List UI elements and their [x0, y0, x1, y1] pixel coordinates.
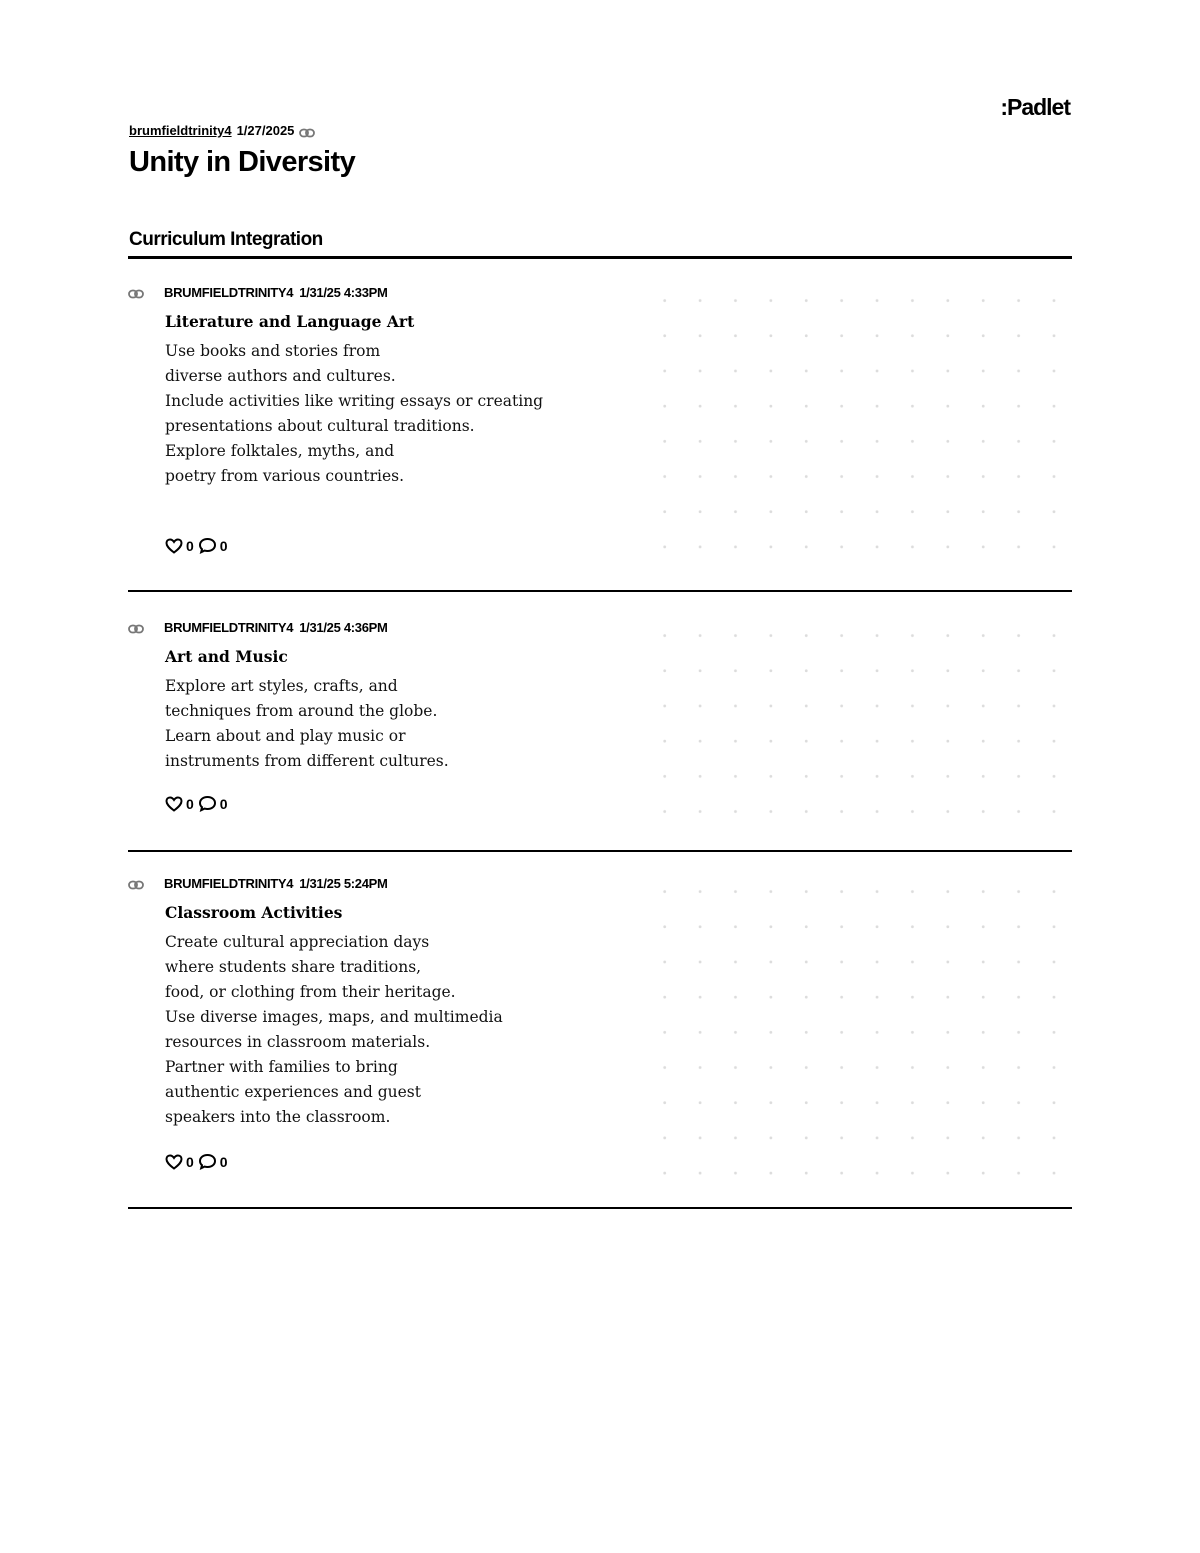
post-body-line: Include activities like writing essays or creating	[165, 392, 544, 410]
post-body-line: instruments from different cultures.	[165, 752, 449, 770]
post-reactions	[165, 537, 232, 554]
post-header	[128, 620, 388, 635]
heart-icon[interactable]	[165, 538, 183, 554]
heart-icon[interactable]	[165, 796, 183, 812]
comment-icon[interactable]	[198, 795, 217, 812]
post-body-line: techniques from around the globe.	[165, 702, 438, 720]
link-icon	[299, 126, 315, 136]
post-body-line: diverse authors and cultures.	[165, 367, 396, 385]
like-count: 0	[186, 537, 194, 554]
dotted-placeholder	[648, 285, 1072, 561]
post-divider	[128, 590, 1072, 592]
post-reactions	[165, 795, 232, 812]
board-author-link[interactable]: brumfieldtrinity4	[129, 123, 232, 138]
post-body-line: Create cultural appreciation days	[165, 933, 430, 951]
post-body-line: speakers into the classroom.	[165, 1108, 391, 1126]
link-icon	[128, 287, 144, 297]
comment-count: 0	[219, 795, 228, 812]
post-timestamp: 1/31/25 4:33PM	[299, 285, 388, 300]
post-divider	[128, 1207, 1072, 1209]
post-reactions	[165, 1153, 232, 1170]
board-date: 1/27/2025	[236, 123, 295, 138]
post-body-line: poetry from various countries.	[165, 467, 405, 485]
post-author: BRUMFIELDTRINITY4	[164, 285, 294, 300]
post-body-line: presentations about cultural traditions.	[165, 417, 475, 435]
post-body-line: Use books and stories from	[165, 342, 381, 360]
post-timestamp: 1/31/25 4:36PM	[299, 620, 388, 635]
post-card	[128, 620, 1072, 855]
post-card	[128, 876, 1072, 1212]
post-title: Literature and Language Art	[165, 312, 415, 331]
section-divider	[128, 256, 1072, 259]
link-icon	[128, 622, 144, 632]
post-title: Classroom Activities	[165, 903, 343, 922]
post-body-line: food, or clothing from their heritage.	[165, 983, 456, 1001]
comment-icon[interactable]	[198, 1153, 217, 1170]
post-body-line: authentic experiences and guest	[165, 1083, 421, 1101]
post-body-line: Partner with families to bring	[165, 1058, 398, 1076]
post-timestamp: 1/31/25 5:24PM	[299, 876, 388, 891]
post-body-line: Use diverse images, maps, and multimedia	[165, 1008, 503, 1026]
post-body-line: Learn about and play music or	[165, 727, 406, 745]
post-header	[128, 876, 388, 891]
post-body-line: Explore folktales, myths, and	[165, 442, 395, 460]
heart-icon[interactable]	[165, 1154, 183, 1170]
post-body	[165, 674, 449, 774]
post-title: Art and Music	[165, 647, 288, 666]
board-title: Unity in Diversity	[129, 146, 356, 178]
post-body-line: where students share traditions,	[165, 958, 422, 976]
post-divider	[128, 850, 1072, 852]
comment-count: 0	[219, 1153, 228, 1170]
link-icon	[128, 878, 144, 888]
post-body-line: Explore art styles, crafts, and	[165, 677, 398, 695]
dotted-placeholder	[648, 876, 1072, 1181]
like-count: 0	[186, 795, 194, 812]
dotted-placeholder	[648, 620, 1072, 820]
post-author: BRUMFIELDTRINITY4	[164, 620, 294, 635]
post-body	[165, 339, 543, 489]
post-body	[165, 930, 503, 1130]
section-title: Curriculum Integration	[129, 229, 323, 250]
post-author: BRUMFIELDTRINITY4	[164, 876, 294, 891]
board-meta	[129, 123, 315, 138]
comment-count: 0	[219, 537, 228, 554]
like-count: 0	[186, 1153, 194, 1170]
post-card	[128, 285, 1072, 595]
post-body-line: resources in classroom materials.	[165, 1033, 431, 1051]
padlet-logo: :Padlet	[1000, 94, 1070, 120]
post-header	[128, 285, 388, 300]
comment-icon[interactable]	[198, 537, 217, 554]
